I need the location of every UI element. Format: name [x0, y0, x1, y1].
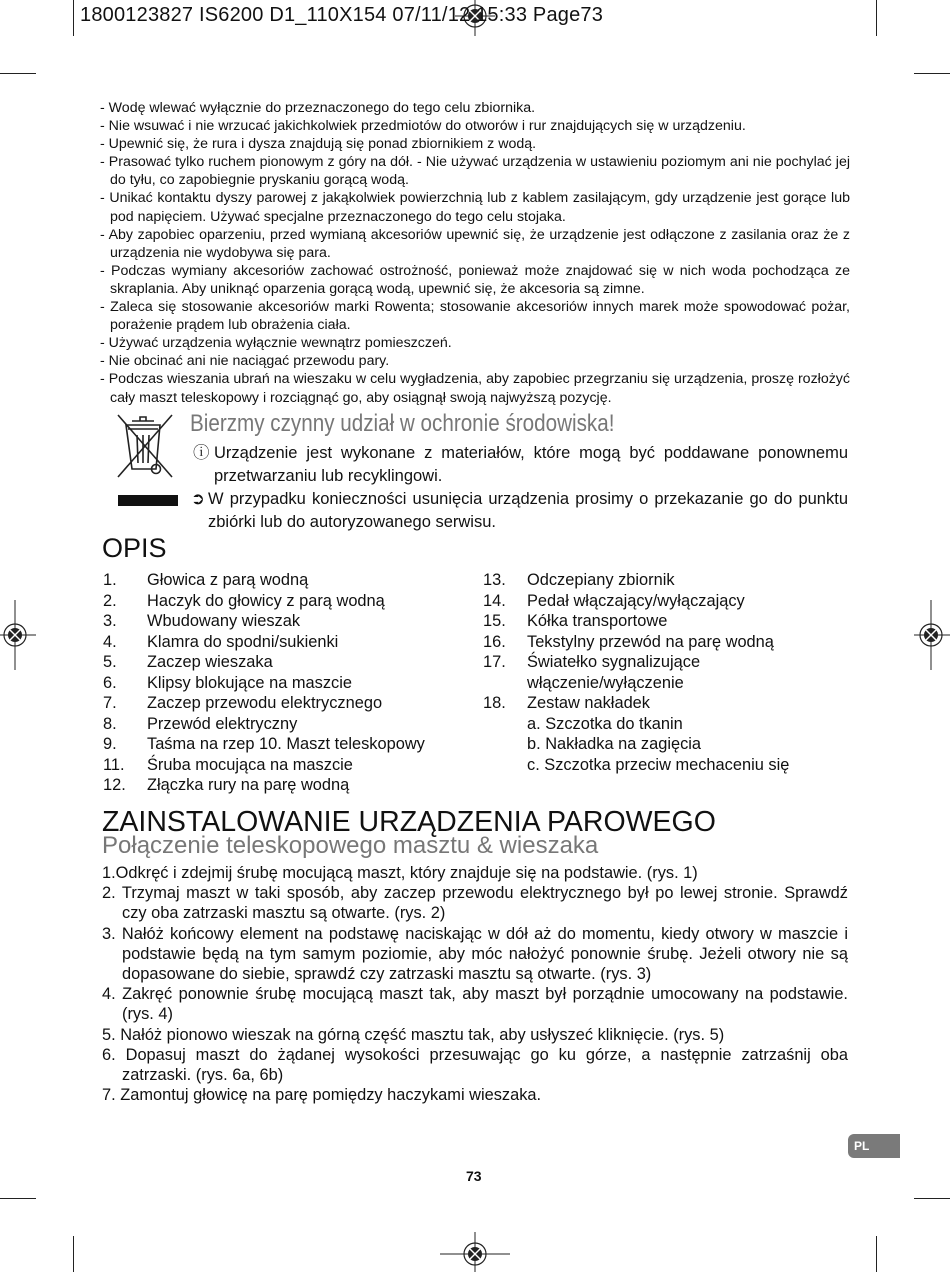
warning-item: - Prasować tylko ruchem pionowym z góry na dół. - Nie używać urządzenia w ustawieniu poziomym ani nie pochylać jej do tyłu, co zapobiegnie pryskaniu gorącą wodą.: [100, 154, 850, 189]
part-number: 11.: [103, 755, 125, 774]
part-item: [103, 632, 483, 653]
part-label: Pedał włączający/wyłączający: [527, 591, 745, 610]
part-item: [103, 591, 483, 612]
part-number: 18.: [483, 694, 506, 712]
part-item: [103, 611, 483, 632]
part-number: 14.: [483, 591, 506, 610]
part-number: [483, 734, 527, 755]
part-number: 15.: [483, 612, 506, 630]
warning-item: - Aby zapobiec oparzeniu, przed wymianą akcesoriów upewnić się, że urządzenie jest odłączone z zasilania oraz że z urządzenia nie wydobywa się para.: [100, 226, 850, 261]
warning-item: - Podczas wieszania ubrań na wieszaku w celu wygładzenia, aby zapobiec przegrzaniu się urządzenia, proszę rozłożyć cały maszt teleskopowy i rozciągnąć go, aby osiągnął swoją najwyższą pozycję.: [100, 371, 850, 406]
part-number: 1.: [103, 571, 117, 589]
part-number: 3.: [103, 612, 117, 630]
part-label: Tekstylny przewód na parę wodną: [527, 632, 774, 651]
part-number: 12.: [103, 776, 126, 794]
part-label: Światełko sygnalizujące: [527, 653, 701, 671]
part-label: Zaczep wieszaka: [147, 653, 273, 671]
crop-mark: [914, 1198, 950, 1199]
crop-mark: [0, 73, 36, 74]
part-label: Kółka transportowe: [527, 612, 668, 630]
part-item: [103, 714, 483, 735]
environment-recycle-text: Urządzenie jest wykonane z materiałów, które mogą być poddawane ponownemu przetwarzaniu lub recyklingowi.: [214, 444, 848, 485]
part-item: [483, 591, 848, 612]
opis-title: OPIS: [102, 533, 167, 563]
crop-mark: [0, 1198, 36, 1199]
part-item: [483, 755, 848, 776]
crop-mark: [914, 73, 950, 74]
part-label: Wbudowany wieszak: [147, 612, 301, 630]
install-step: 1.Odkręć i zdejmij śrubę mocującą maszt, który znajduje się na podstawie. (rys. 1): [102, 864, 698, 882]
parts-list-right: [483, 570, 848, 775]
part-item: [483, 570, 848, 591]
part-item: [103, 673, 483, 694]
part-label: b. Nakładka na zagięcia: [527, 735, 702, 753]
part-label: Zestaw nakładek: [527, 694, 650, 712]
part-label: Haczyk do głowicy z parą wodną: [147, 591, 385, 610]
print-slug: 1800123827 IS6200 D1_110X154 07/11/12 15:33 Page73: [80, 4, 604, 26]
part-item: [483, 611, 848, 632]
part-number: 2.: [103, 591, 117, 610]
part-number: 6.: [103, 673, 117, 692]
part-number: 9.: [103, 735, 117, 753]
part-item: [103, 570, 483, 591]
part-label: Klipsy blokujące na maszcie: [147, 673, 352, 692]
crop-mark: [73, 0, 74, 36]
part-item: [103, 652, 483, 673]
part-item: [483, 652, 848, 673]
crop-mark: [73, 1236, 74, 1272]
install-step: 6. Dopasuj maszt do żądanej wysokości przesuwając go ku górze, a następnie zatrzaśnij oba zatrzaski. (rys. 6a, 6b): [102, 1045, 848, 1085]
registration-mark-icon: [914, 600, 950, 670]
environment-title: Bierzmy czynny udział w ochronie środowiska!: [190, 410, 615, 437]
part-label: Przewód elektryczny: [147, 714, 298, 733]
crossed-bin-icon: [114, 413, 178, 481]
part-label: włączenie/wyłączenie: [527, 673, 684, 692]
part-label: c. Szczotka przeciw mechaceniu się: [527, 755, 790, 774]
part-number: [483, 755, 527, 776]
install-title: ZAINSTALOWANIE URZĄDZENIA PAROWEGO: [102, 806, 716, 838]
crop-mark: [876, 0, 877, 36]
part-number: 8.: [103, 714, 117, 733]
warning-list: [100, 99, 850, 407]
warning-item: - Unikać kontaktu dyszy parowej z jakąkolwiek powierzchnią lub z kablem zasilającym, gdy urządzenie jest gorące lub pod napięciem. Używać specjalne przeznaczonego do tego celu stojaka.: [100, 190, 850, 225]
part-item: [103, 755, 483, 776]
environment-disposal-text: W przypadku konieczności usunięcia urządzenia prosimy o przekazanie go do punktu zbiórki lub do autoryzowanego serwisu.: [208, 490, 848, 531]
part-item: [483, 693, 848, 714]
part-number: 13.: [483, 571, 506, 589]
part-item: [103, 775, 483, 796]
warning-item: - Nie wsuwać i nie wrzucać jakichkolwiek przedmiotów do otworów i rur znajdujących się w urządzeniu.: [100, 118, 746, 135]
part-label: Zaczep przewodu elektrycznego: [147, 694, 383, 712]
registration-mark-icon: [440, 1232, 510, 1272]
language-tab: PL: [848, 1134, 900, 1158]
warning-item: - Używać urządzenia wyłącznie wewnątrz pomieszczeń.: [100, 335, 452, 352]
install-step: 7. Zamontuj głowicę na parę pomiędzy haczykami wieszaka.: [102, 1086, 542, 1105]
install-steps: [102, 863, 848, 1105]
part-item: [483, 714, 848, 735]
part-label: Głowica z parą wodną: [147, 571, 309, 589]
part-label: Śruba mocująca na maszcie: [147, 755, 353, 774]
part-label: Odczepiany zbiornik: [527, 571, 675, 589]
part-item: [483, 632, 848, 653]
part-item: [103, 693, 483, 714]
warning-item: - Wodę wlewać wyłącznie do przeznaczonego do tego celu zbiornika.: [100, 100, 536, 116]
part-number: 17.: [483, 653, 506, 671]
install-step: 2. Trzymaj maszt w taki sposób, aby zaczep przewodu elektrycznego był po lewej stronie. Sprawdź czy oba zatrzaski masztu są otwarte. (rys. 2): [102, 884, 848, 923]
part-item: [483, 673, 848, 694]
environment-recycle-note: [193, 442, 848, 488]
environment-disposal-note: [191, 488, 848, 534]
install-step: 5. Nałóż pionowo wieszak na górną część masztu tak, aby usłyszeć kliknięcie. (rys. 5): [102, 1025, 725, 1044]
part-item: [103, 734, 483, 755]
part-number: [483, 673, 527, 694]
part-number: [483, 714, 527, 735]
part-label: a. Szczotka do tkanin: [527, 714, 683, 733]
install-step: 4. Zakręć ponownie śrubę mocującą maszt tak, aby maszt był porządnie umocowany na podstawie. (rys. 4): [102, 985, 848, 1024]
part-item: [483, 734, 848, 755]
warning-item: - Zaleca się stosowanie akcesoriów marki Rowenta; stosowanie akcesoriów innych marek może spowodować pożar, porażenie prądem lub obrażenia ciała.: [100, 299, 850, 334]
page-number: 73: [466, 1168, 482, 1184]
part-number: 5.: [103, 653, 117, 671]
registration-mark-icon: [0, 600, 36, 670]
warning-item: - Podczas wymiany akcesoriów zachować ostrożność, ponieważ może znajdować się w nich woda pochodząca ze skraplania. Aby uniknąć oparzenia gorącą wodą, upewnić się, że akcesoria są zimne.: [100, 262, 850, 297]
bin-underline-bar: [118, 495, 178, 506]
parts-list-left: [103, 570, 483, 796]
part-label: Złączka rury na parę wodną: [147, 776, 350, 794]
part-number: 16.: [483, 632, 506, 651]
part-label: Taśma na rzep 10. Maszt teleskopowy: [147, 735, 425, 753]
install-step: 3. Nałóż końcowy element na podstawę naciskając w dół aż do momentu, kiedy otwory w maszcie i podstawie będą na tym samym poziomie, aby móc nałożyć ponownie śrubę. Jeżeli otwory nie są dopasowane do siebie, sprawdź czy zatrzaski masztu są otwarte. (rys. 3): [102, 924, 848, 984]
part-number: 7.: [103, 694, 117, 712]
arrow-bullet-icon: ➲: [191, 490, 205, 508]
info-icon: ⓘ: [193, 444, 210, 462]
part-number: 4.: [103, 632, 117, 651]
warning-item: - Nie obcinać ani nie naciągać przewodu pary.: [100, 353, 390, 370]
install-subtitle: Połączenie teleskopowego masztu & wieszaka: [102, 832, 599, 859]
part-label: Klamra do spodni/sukienki: [147, 632, 339, 651]
crop-mark: [876, 1236, 877, 1272]
warning-item: - Upewnić się, że rura i dysza znajdują się ponad zbiornikiem z wodą.: [100, 136, 537, 153]
